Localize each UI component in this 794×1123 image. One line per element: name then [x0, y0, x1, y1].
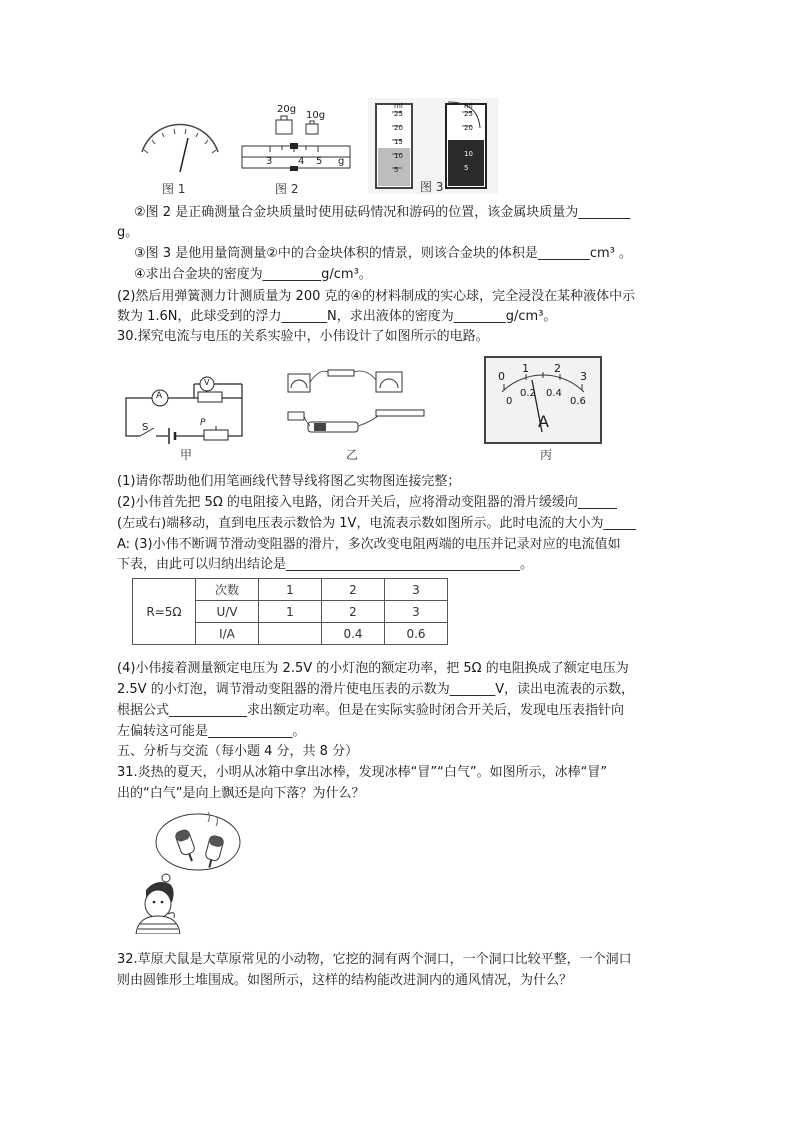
table-header-cell: 3 — [385, 579, 448, 601]
figure-3-caption: 图 3 — [420, 180, 444, 194]
figure-bing-caption: 丙 — [540, 448, 553, 462]
cylinder-left-5: 5 — [394, 166, 399, 174]
ammeter-symbol-label: A — [156, 391, 163, 401]
scale-unit-g: g — [338, 156, 345, 167]
meter-top-1: 1 — [522, 362, 529, 375]
section-5-heading: 五、分析与交流（每小题 4 分，共 8 分） — [117, 744, 359, 759]
table-cell: 2 — [322, 601, 385, 623]
figure-2-caption: 图 2 — [275, 182, 299, 196]
meter-top-0: 0 — [498, 370, 505, 383]
q30-part4-line2: 2.5V 的小灯泡，调节滑动变阻器的滑片使电压表的示数为_______V，读出电流表的示数， — [117, 682, 635, 697]
boy-thinking-illustration — [130, 808, 250, 934]
table-cell: 0.6 — [385, 623, 448, 645]
table-cell: U/V — [196, 601, 259, 623]
figure-1-caption: 图 1 — [162, 182, 186, 196]
meter-top-3: 3 — [580, 370, 587, 383]
weight-10g-label: 10g — [306, 110, 326, 121]
cylinder-right-20: 20 — [464, 124, 473, 132]
q32-line1: 32.草原犬鼠是大草原常见的小动物，它挖的洞有两个洞口，一个洞口比较平整，一个洞口 — [117, 952, 632, 967]
q30-part4-line1: (4)小伟接着测量额定电压为 2.5V 的小灯泡的额定功率，把 5Ω 的电阻换成了额定电压为 — [117, 661, 629, 676]
q31-line1: 31.炎热的夏天，小明从冰箱中拿出冰棒，发现冰棒“冒”“白气”。如图所示，冰棒“冒” — [117, 765, 608, 780]
table-cell: 1 — [259, 601, 322, 623]
circuit-physical-yi — [280, 362, 430, 442]
table-cell — [259, 623, 322, 645]
current-voltage-table — [132, 578, 448, 645]
q32-line2: 则由圆锥形土堆围成。如图所示，这样的结构能改进洞内的通风情况，为什么？ — [117, 973, 573, 988]
figure-2-balance — [240, 104, 352, 176]
cylinder-left-10: 10 — [394, 152, 403, 160]
table-cell: 3 — [385, 601, 448, 623]
q30-part2-line2: (左或右)端移动，直到电压表示数恰为 1V，电流表示数如图所示。此时电流的大小为_____ — [117, 516, 636, 531]
meter-bottom-0.4: 0.4 — [546, 388, 562, 399]
cylinder-right-15: 15 — [464, 132, 473, 140]
q29-part4-line: ④求出合金块的密度为_________g/cm³。 — [134, 267, 372, 282]
scale-tick-3: 3 — [266, 156, 273, 167]
q30-part3-line1: A: (3)小伟不断调节滑动变阻器的滑片，多次改变电阻两端的电压并记录对应的电流值如 — [117, 537, 621, 552]
q29-sub2-line2: 数为 1.6N，此球受到的浮力_______N，求出液体的密度为________g/cm³。 — [117, 309, 557, 324]
table-header-cell: 1 — [259, 579, 322, 601]
table-resistance-label: R=5Ω — [133, 579, 196, 645]
figure-yi-caption: 乙 — [346, 448, 359, 462]
q30-part4-line4: 左偏转这可能是_____________。 — [117, 724, 306, 739]
table-row — [133, 579, 448, 601]
q30-part4-line3: 根据公式____________求出额定功率。但是在实际实验时闭合开关后，发现电压表指针向 — [117, 703, 625, 718]
table-cell: 0.4 — [322, 623, 385, 645]
scale-tick-4: 4 — [298, 156, 305, 167]
switch-label: S — [142, 422, 149, 433]
cylinder-left-ml: ml — [394, 102, 403, 110]
scale-tick-5: 5 — [316, 156, 323, 167]
q30-part2-line1: (2)小伟首先把 5Ω 的电阻接入电路，闭合开关后，应将滑动变阻器的滑片缓缓向______ — [117, 495, 617, 510]
cylinder-left-15: 15 — [394, 138, 403, 146]
table-header-cell: 2 — [322, 579, 385, 601]
cylinder-right-5: 5 — [464, 164, 469, 172]
slider-label: P — [200, 418, 206, 428]
cylinder-right-10: 10 — [464, 150, 473, 158]
q30-title: 30.探究电流与电压的关系实验中，小伟设计了如图所示的电路。 — [117, 329, 489, 344]
q29-part2-line: ②图 2 是正确测量合金块质量时使用砝码情况和游码的位置，该金属块质量为________ — [134, 205, 631, 220]
meter-bottom-0.2: 0.2 — [520, 388, 536, 399]
cylinder-right-25: 25 — [464, 110, 473, 118]
q29-part3-line: ③图 3 是他用量筒测量②中的合金块体积的情景，则该合金块的体积是________cm³ 。 — [134, 246, 632, 261]
table-cell: I/A — [196, 623, 259, 645]
q29-part2-unit: g。 — [117, 225, 139, 240]
q29-sub2-line1: (2)然后用弹簧测力计测质量为 200 克的④的材料制成的实心球，完全浸没在某种液体中示 — [117, 289, 636, 304]
ammeter-bing — [484, 356, 602, 444]
q30-part1: (1)请你帮助他们用笔画线代替导线将图乙实物图连接完整； — [117, 474, 461, 489]
q31-line2: 出的“白气”是向上飘还是向下落？为什么？ — [117, 786, 365, 801]
cylinder-left-25: 25 — [394, 110, 403, 118]
meter-top-2: 2 — [554, 362, 561, 375]
circuit-diagram-jia — [120, 370, 248, 446]
q30-part3-line2: 下表，由此可以归纳出结论是____________________________________。 — [117, 557, 534, 572]
meter-unit-a: A — [538, 412, 549, 431]
voltmeter-symbol-label: V — [204, 378, 210, 387]
meter-bottom-0: 0 — [506, 396, 513, 407]
figure-jia-caption: 甲 — [180, 448, 193, 462]
table-header-cell: 次数 — [196, 579, 259, 601]
weight-20g-label: 20g — [277, 104, 297, 115]
cylinder-right-ml: ml — [464, 102, 473, 110]
cylinder-left-20: 20 — [394, 124, 403, 132]
meter-bottom-0.6: 0.6 — [570, 396, 586, 407]
